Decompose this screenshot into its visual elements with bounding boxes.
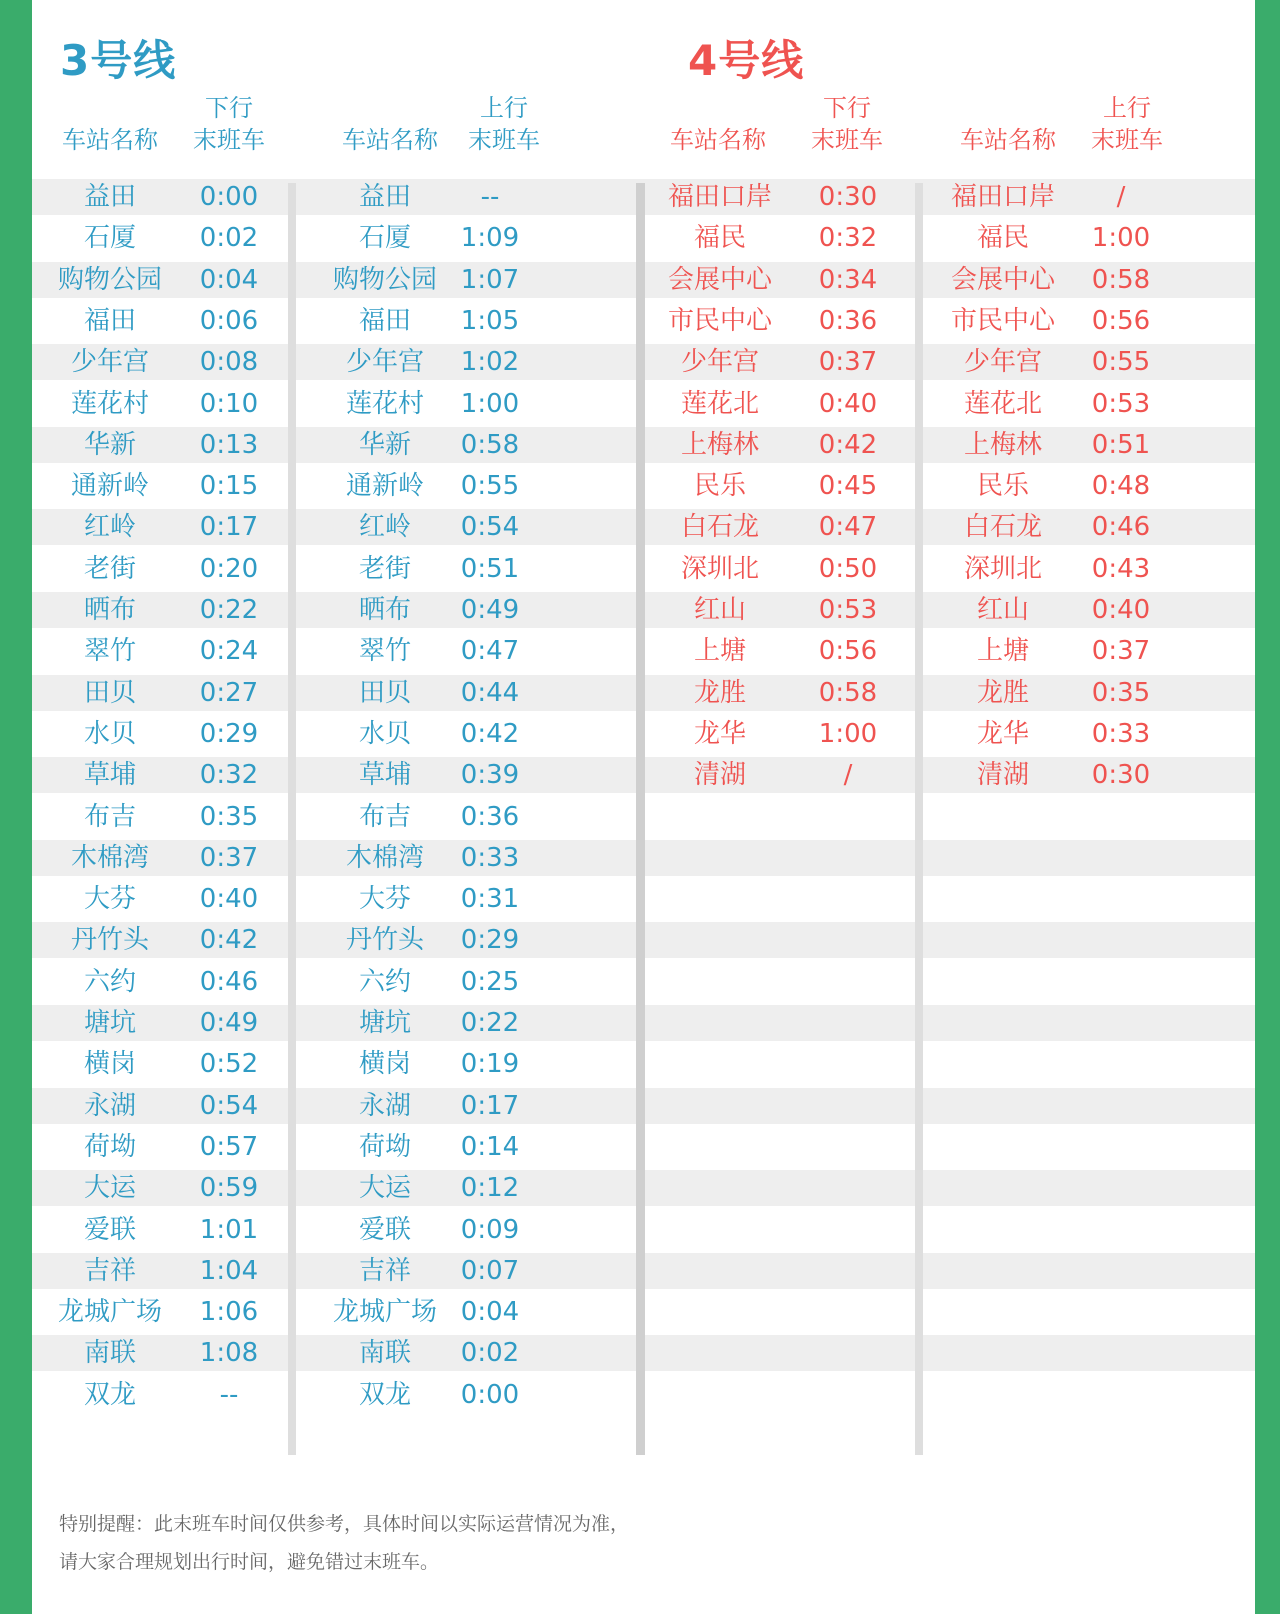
line4-up-station-name: 清湖 xyxy=(976,760,1029,791)
line3-down-station-name: 通新岭 xyxy=(70,471,149,502)
line3-down-last-train-time: 0:10 xyxy=(199,388,259,419)
line3-down-last-train-time: 1:06 xyxy=(199,1297,259,1328)
timetable-card xyxy=(32,0,1255,1614)
line3-down-last-train-time: 0:54 xyxy=(199,1090,259,1121)
column-divider xyxy=(288,183,296,1455)
line3-down-station-header: 车站名称 xyxy=(62,126,158,154)
line3-up-station-name: 老街 xyxy=(358,553,411,584)
line3-up-last-train-time: 1:02 xyxy=(460,347,520,378)
line4-down-last-train-time: 0:58 xyxy=(818,677,878,708)
line3-up-last-train-time: 0:17 xyxy=(460,1090,520,1121)
line3-up-last-train-time: 0:29 xyxy=(460,925,520,956)
line4-down-last-train-time: 0:53 xyxy=(818,595,878,625)
line3-down-station-name: 老街 xyxy=(83,553,136,584)
line3-down-last-train-time: 0:00 xyxy=(199,182,259,212)
line3-down-last-train-time: 0:29 xyxy=(199,718,259,749)
column-divider xyxy=(915,183,923,1455)
line3-down-last-train-time: 0:32 xyxy=(199,760,259,791)
line4-up-last-train-time: 0:51 xyxy=(1091,429,1151,460)
line3-up-header-1: 上行 xyxy=(480,94,528,122)
line3-up-last-train-time: 0:22 xyxy=(460,1008,520,1038)
line3-down-last-train-time: 0:20 xyxy=(199,553,259,584)
line3-up-last-train-time: 0:09 xyxy=(460,1214,520,1245)
line4-down-station-name: 会展中心 xyxy=(667,264,772,295)
line4-title: 4号线 xyxy=(688,36,805,85)
line3-up-last-train-time: 0:51 xyxy=(460,553,520,584)
line3-up-station-name: 晒布 xyxy=(358,595,411,625)
line3-down-last-train-time: 0:15 xyxy=(199,471,259,502)
line3-down-last-train-time: 0:59 xyxy=(199,1173,259,1204)
line-divider xyxy=(636,183,645,1455)
line3-up-station-name: 大运 xyxy=(358,1173,411,1204)
line4-up-station-name: 上梅林 xyxy=(963,429,1042,460)
line3-up-last-train-time: 1:05 xyxy=(460,305,520,336)
line4-up-last-train-time: 0:58 xyxy=(1091,264,1151,295)
line3-up-last-train-time: 0:19 xyxy=(460,1049,520,1080)
line4-down-station-name: 龙胜 xyxy=(693,677,746,708)
line3-down-station-name: 双龙 xyxy=(83,1379,136,1410)
line3-down-last-train-time: 0:27 xyxy=(199,677,259,708)
line4-up-header-2: 末班车 xyxy=(1091,126,1163,154)
line4-down-last-train-time: 0:56 xyxy=(818,636,878,667)
line3-up-station-name: 少年宫 xyxy=(345,347,424,378)
line3-up-last-train-time: 0:00 xyxy=(460,1379,520,1410)
line3-up-station-name: 龙城广场 xyxy=(332,1297,437,1328)
line3-up-last-train-time: 0:36 xyxy=(460,801,520,832)
line3-down-last-train-time: 0:46 xyxy=(199,966,259,997)
line3-down-last-train-time: 0:06 xyxy=(199,305,259,336)
line4-down-station-name: 上梅林 xyxy=(680,429,759,460)
line3-up-last-train-time: 0:47 xyxy=(460,636,520,667)
line3-up-last-train-time: -- xyxy=(480,182,500,212)
line3-down-station-name: 丹竹头 xyxy=(70,925,149,956)
line3-down-station-name: 荷坳 xyxy=(83,1131,136,1162)
line3-up-station-header: 车站名称 xyxy=(342,126,438,154)
line3-up-station-name: 购物公园 xyxy=(332,264,437,295)
line3-down-last-train-time: 1:08 xyxy=(199,1338,259,1369)
line3-down-last-train-time: 0:22 xyxy=(199,595,259,625)
line4-up-last-train-time: 0:43 xyxy=(1091,553,1151,584)
line4-down-last-train-time: 0:30 xyxy=(818,182,878,212)
line3-up-station-name: 爱联 xyxy=(358,1214,411,1245)
line3-up-station-name: 吉祥 xyxy=(358,1255,411,1286)
line4-down-station-name: 少年宫 xyxy=(680,347,759,378)
line3-title: 3号线 xyxy=(60,36,177,85)
line3-up-station-name: 翠竹 xyxy=(358,636,411,667)
line3-down-station-name: 晒布 xyxy=(83,595,136,625)
line4-down-last-train-time: 0:36 xyxy=(818,305,878,336)
line4-down-station-name: 深圳北 xyxy=(680,553,759,584)
line4-up-last-train-time: 0:37 xyxy=(1091,636,1151,667)
line3-up-last-train-time: 1:09 xyxy=(460,223,520,254)
line4-down-station-name: 民乐 xyxy=(693,471,746,502)
line3-down-station-name: 大芬 xyxy=(83,884,136,915)
line4-up-station-name: 上塘 xyxy=(976,636,1029,667)
line4-up-station-name: 龙华 xyxy=(976,718,1029,749)
line3-up-last-train-time: 0:39 xyxy=(460,760,520,791)
line4-down-last-train-time: 0:42 xyxy=(818,429,878,460)
line4-up-last-train-time: 0:53 xyxy=(1091,388,1151,419)
line3-up-station-name: 木棉湾 xyxy=(345,842,424,873)
line3-down-station-name: 吉祥 xyxy=(83,1255,136,1286)
line3-up-station-name: 塘坑 xyxy=(358,1008,411,1038)
line4-up-station-name: 白石龙 xyxy=(963,512,1042,543)
line3-down-last-train-time: 0:37 xyxy=(199,842,259,873)
line4-down-station-name: 莲花北 xyxy=(680,388,759,419)
line3-down-header-2: 末班车 xyxy=(193,126,265,154)
line3-down-last-train-time: 0:02 xyxy=(199,223,259,254)
line3-down-station-name: 福田 xyxy=(83,305,136,336)
line3-up-station-name: 双龙 xyxy=(358,1379,411,1410)
line3-down-header-1: 下行 xyxy=(205,94,253,122)
line3-up-last-train-time: 0:31 xyxy=(460,884,520,915)
line3-up-last-train-time: 0:42 xyxy=(460,718,520,749)
line3-up-header-2: 末班车 xyxy=(468,126,540,154)
line3-up-last-train-time: 0:25 xyxy=(460,966,520,997)
line3-up-station-name: 石厦 xyxy=(358,223,411,254)
notice xyxy=(59,1505,629,1581)
line4-up-station-name: 龙胜 xyxy=(976,677,1029,708)
line3-up-station-name: 华新 xyxy=(358,429,411,460)
line3-down-station-name: 石厦 xyxy=(83,223,136,254)
line3-down-station-name: 华新 xyxy=(83,429,136,460)
line4-down-station-name: 福民 xyxy=(693,223,746,254)
line3-down-station-name: 大运 xyxy=(83,1173,136,1204)
line3-up-station-name: 布吉 xyxy=(358,801,411,832)
line4-down-last-train-time: 0:34 xyxy=(818,264,878,295)
line3-down-station-name: 木棉湾 xyxy=(70,842,149,873)
line3-down-station-name: 水贝 xyxy=(83,718,136,749)
line3-down-station-name: 爱联 xyxy=(83,1214,136,1245)
line4-down-station-header: 车站名称 xyxy=(670,126,766,154)
line4-up-station-header: 车站名称 xyxy=(960,126,1056,154)
line3-up-station-name: 大芬 xyxy=(358,884,411,915)
line3-down-station-name: 翠竹 xyxy=(83,636,136,667)
line4-up-last-train-time: 0:55 xyxy=(1091,347,1151,378)
line3-down-last-train-time: 0:42 xyxy=(199,925,259,956)
line4-down-last-train-time: 0:47 xyxy=(818,512,878,543)
line4-up-station-name: 深圳北 xyxy=(963,553,1042,584)
line3-up-last-train-time: 0:02 xyxy=(460,1338,520,1369)
line3-down-station-name: 草埔 xyxy=(83,760,136,791)
line4-up-last-train-time: 0:48 xyxy=(1091,471,1151,502)
line3-up-last-train-time: 1:07 xyxy=(460,264,520,295)
line3-down-last-train-time: 0:04 xyxy=(199,264,259,295)
line3-up-last-train-time: 1:00 xyxy=(460,388,520,419)
line4-up-station-name: 民乐 xyxy=(976,471,1029,502)
line3-up-last-train-time: 0:33 xyxy=(460,842,520,873)
line4-up-station-name: 红山 xyxy=(976,595,1029,625)
line3-up-last-train-time: 0:07 xyxy=(460,1255,520,1286)
line4-down-station-name: 红山 xyxy=(693,595,746,625)
line4-down-station-name: 市民中心 xyxy=(667,305,772,336)
line3-up-station-name: 六约 xyxy=(358,966,411,997)
line3-down-last-train-time: -- xyxy=(219,1379,239,1410)
line3-down-last-train-time: 0:57 xyxy=(199,1131,259,1162)
line3-up-last-train-time: 0:12 xyxy=(460,1173,520,1204)
line3-down-station-name: 龙城广场 xyxy=(57,1297,162,1328)
line3-down-station-name: 益田 xyxy=(83,182,136,212)
line4-down-station-name: 清湖 xyxy=(693,760,746,791)
line3-up-last-train-time: 0:54 xyxy=(460,512,520,543)
line3-up-station-name: 横岗 xyxy=(358,1049,411,1080)
line3-down-station-name: 购物公园 xyxy=(57,264,162,295)
line3-up-station-name: 水贝 xyxy=(358,718,411,749)
line3-down-station-name: 少年宫 xyxy=(70,347,149,378)
line3-down-last-train-time: 0:08 xyxy=(199,347,259,378)
line3-up-station-name: 福田 xyxy=(358,305,411,336)
line4-up-header-1: 上行 xyxy=(1103,94,1151,122)
line3-down-last-train-time: 1:01 xyxy=(199,1214,259,1245)
line3-up-station-name: 丹竹头 xyxy=(345,925,424,956)
line4-down-last-train-time: / xyxy=(843,760,853,791)
line3-down-last-train-time: 0:17 xyxy=(199,512,259,543)
line4-up-last-train-time: 0:56 xyxy=(1091,305,1151,336)
line3-down-last-train-time: 0:52 xyxy=(199,1049,259,1080)
line3-down-last-train-time: 0:13 xyxy=(199,429,259,460)
notice-line-2: 请大家合理规划出行时间，避免错过末班车。 xyxy=(59,1551,440,1573)
line3-up-last-train-time: 0:14 xyxy=(460,1131,520,1162)
line4-down-last-train-time: 0:40 xyxy=(818,388,878,419)
line3-up-last-train-time: 0:49 xyxy=(460,595,520,625)
line4-up-station-name: 会展中心 xyxy=(950,264,1055,295)
line3-up-station-name: 田贝 xyxy=(358,677,411,708)
line4-down-last-train-time: 0:45 xyxy=(818,471,878,502)
line3-down-station-name: 南联 xyxy=(83,1338,136,1369)
line3-up-station-name: 荷坳 xyxy=(358,1131,411,1162)
line4-down-last-train-time: 0:32 xyxy=(818,223,878,254)
line3-up-station-name: 莲花村 xyxy=(345,388,424,419)
line3-down-last-train-time: 0:49 xyxy=(199,1008,259,1038)
line4-up-last-train-time: 1:00 xyxy=(1091,223,1151,254)
line4-up-station-name: 少年宫 xyxy=(963,347,1042,378)
line4-up-last-train-time: 0:35 xyxy=(1091,677,1151,708)
line4-down-last-train-time: 1:00 xyxy=(818,718,878,749)
line4-up-last-train-time: / xyxy=(1116,182,1126,212)
line4-up-station-name: 市民中心 xyxy=(950,305,1055,336)
line3-down-station-name: 红岭 xyxy=(83,512,136,543)
line3-down-last-train-time: 0:24 xyxy=(199,636,259,667)
line4-up-last-train-time: 0:46 xyxy=(1091,512,1151,543)
line4-up-station-name: 莲花北 xyxy=(963,388,1042,419)
line3-up-last-train-time: 0:44 xyxy=(460,677,520,708)
line4-up-last-train-time: 0:30 xyxy=(1091,760,1151,791)
line3-down-last-train-time: 0:40 xyxy=(199,884,259,915)
line3-down-station-name: 六约 xyxy=(83,966,136,997)
line3-down-last-train-time: 0:35 xyxy=(199,801,259,832)
line4-up-last-train-time: 0:40 xyxy=(1091,595,1151,625)
line4-down-station-name: 上塘 xyxy=(693,636,746,667)
line4-up-station-name: 福民 xyxy=(976,223,1029,254)
line3-down-station-name: 田贝 xyxy=(83,677,136,708)
line3-up-last-train-time: 0:04 xyxy=(460,1297,520,1328)
line3-up-station-name: 草埔 xyxy=(358,760,411,791)
line3-up-station-name: 南联 xyxy=(358,1338,411,1369)
line4-down-station-name: 福田口岸 xyxy=(667,182,772,212)
line3-down-station-name: 横岗 xyxy=(83,1049,136,1080)
line3-down-last-train-time: 1:04 xyxy=(199,1255,259,1286)
line3-up-station-name: 永湖 xyxy=(358,1090,411,1121)
line4-down-station-name: 龙华 xyxy=(693,718,746,749)
line3-down-station-name: 莲花村 xyxy=(70,388,149,419)
line4-up-last-train-time: 0:33 xyxy=(1091,718,1151,749)
line3-down-station-name: 布吉 xyxy=(83,801,136,832)
line3-down-station-name: 永湖 xyxy=(83,1090,136,1121)
line4-up-station-name: 福田口岸 xyxy=(950,182,1055,212)
line4-down-last-train-time: 0:50 xyxy=(818,553,878,584)
line3-down-station-name: 塘坑 xyxy=(83,1008,136,1038)
line3-up-last-train-time: 0:58 xyxy=(460,429,520,460)
line4-down-header-2: 末班车 xyxy=(811,126,883,154)
line3-up-station-name: 红岭 xyxy=(358,512,411,543)
line4-down-station-name: 白石龙 xyxy=(680,512,759,543)
notice-line-1: 特别提醒：此末班车时间仅供参考，具体时间以实际运营情况为准， xyxy=(59,1513,630,1535)
line4-down-header-1: 下行 xyxy=(823,94,871,122)
line4-down-last-train-time: 0:37 xyxy=(818,347,878,378)
line3-up-station-name: 益田 xyxy=(358,182,411,212)
line3-up-last-train-time: 0:55 xyxy=(460,471,520,502)
line3-up-station-name: 通新岭 xyxy=(345,471,424,502)
